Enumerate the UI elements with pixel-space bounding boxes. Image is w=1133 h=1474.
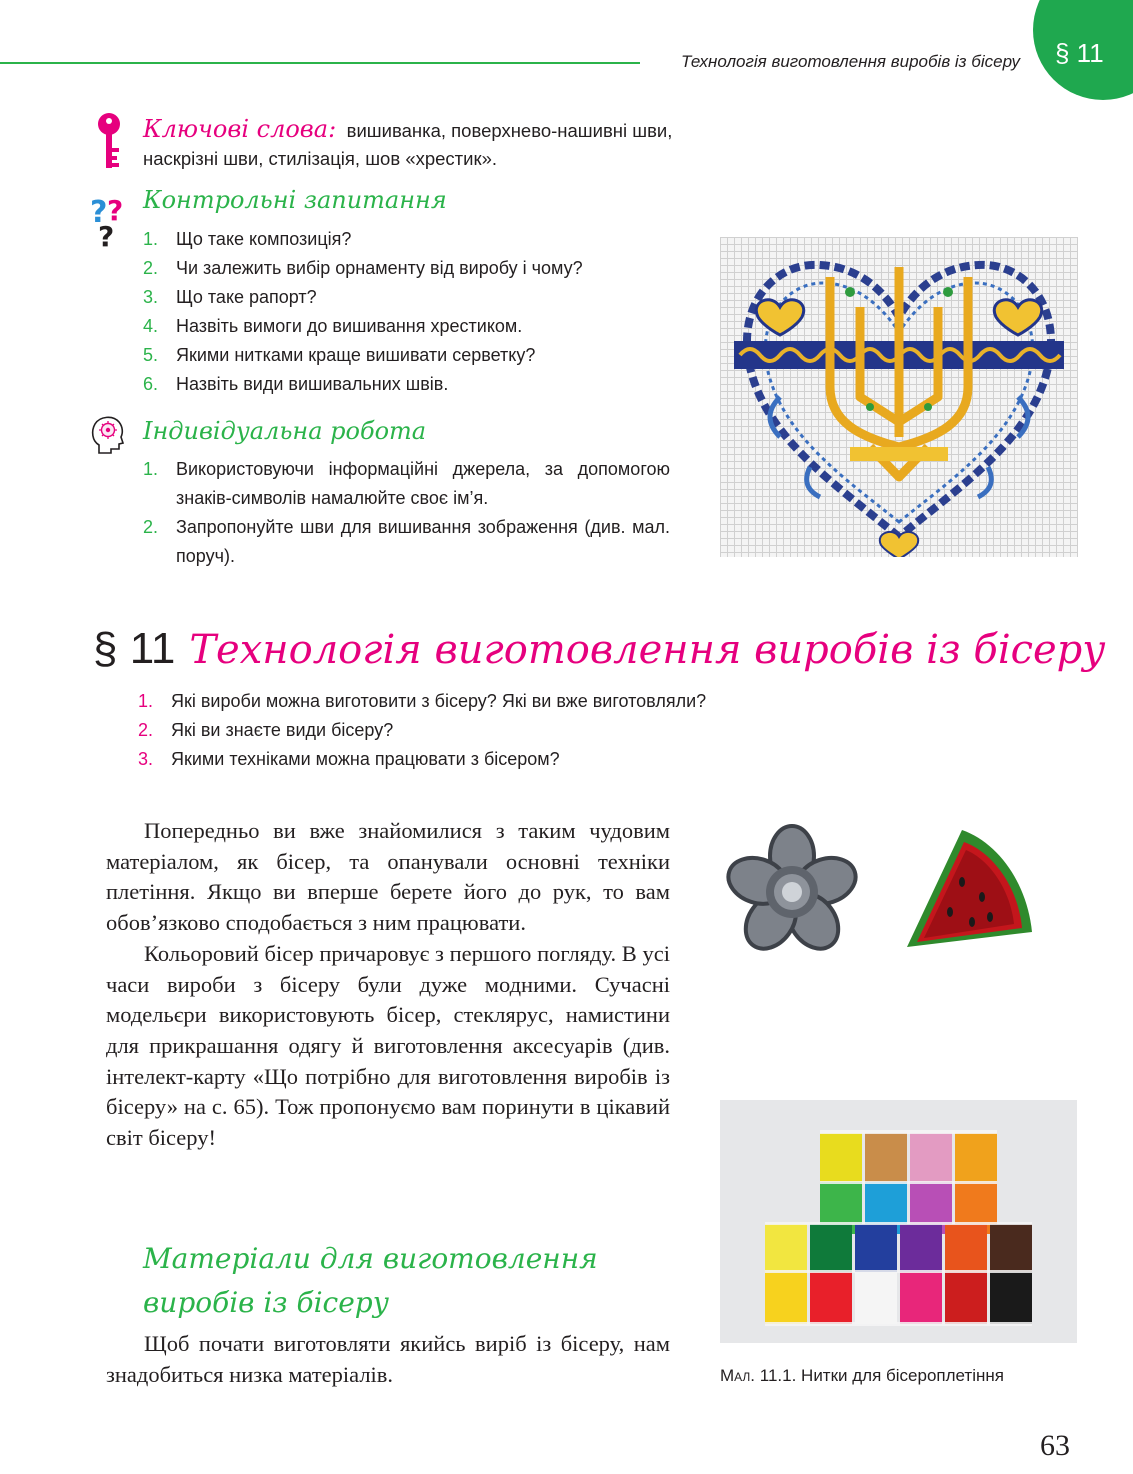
body-text-after <box>106 1328 670 1390</box>
control-questions-list <box>143 225 683 399</box>
keywords-text: вишиванка, поверхнево-нашивні шви, наскрізні шви, стилізація, шов «хрестик». <box>143 120 673 169</box>
list-item: 2. Які ви знаєте види бісеру? <box>138 720 394 740</box>
svg-text:?: ? <box>90 195 108 230</box>
individual-work-list <box>143 455 670 571</box>
list-item: 3. Що таке рапорт? <box>143 287 317 307</box>
list-item: 1. Використовуючи інформаційні джерела, за допомогою знаків-символів намалюйте своє ім’я. <box>143 459 670 508</box>
list-item: 1. Які вироби можна виготовити з бісеру? Які ви вже виготовляли? <box>138 691 707 711</box>
keywords-heading: Ключові слова: <box>143 115 337 143</box>
svg-text:?: ? <box>107 194 124 227</box>
list-item: 1. Що таке композиція? <box>143 229 352 249</box>
paragraph: Щоб почати виготовляти якийсь виріб із бісеру, нам знадобиться низка матеріалів. <box>106 1331 670 1387</box>
body-text <box>106 816 670 1154</box>
caption-text: 11.1. Нитки для бісероплетіння <box>759 1366 1004 1385</box>
list-item: 5. Якими нитками краще вишивати серветку? <box>143 345 536 365</box>
key-icon <box>94 112 124 170</box>
list-item: 2. Чи залежить вибір орнаменту від виробу і чому? <box>143 258 583 278</box>
beaded-brooches-image <box>722 822 1068 962</box>
materials-subheading: Матеріали для виготовлення виробів із бісеру <box>143 1242 598 1319</box>
running-title: Технологія виготовлення виробів із бісеру <box>681 52 1020 71</box>
section-title <box>93 624 1106 674</box>
question-marks-icon <box>90 190 130 250</box>
list-item: 3. Якими техніками можна працювати з бісером? <box>138 749 560 769</box>
intro-questions-list <box>138 687 858 774</box>
page-number: 63 <box>1040 1429 1070 1462</box>
svg-text:?: ? <box>98 220 115 250</box>
list-item: 2. Запропонуйте шви для вишивання зображення (див. мал. поруч). <box>143 517 670 566</box>
list-item: 6. Назвіть види вишивальних швів. <box>143 374 449 394</box>
list-item: 4. Назвіть вимоги до вишивання хрестиком. <box>143 316 523 336</box>
individual-work-heading: Індивідуальна робота <box>143 417 427 445</box>
section-title-text: Технологія виготовлення виробів із бісеру <box>189 627 1106 673</box>
header-rule <box>0 62 640 64</box>
keywords-block <box>143 115 683 173</box>
embroidery-trident-heart-image <box>720 237 1078 557</box>
control-questions-heading: Контрольні запитання <box>143 186 447 214</box>
figure-caption <box>720 1366 1004 1386</box>
brain-idea-icon <box>89 413 125 455</box>
bead-threads-spools-image <box>720 1100 1077 1343</box>
caption-prefix: Мал. <box>720 1366 756 1385</box>
section-tab-label: § 11 <box>1055 38 1104 68</box>
section-number: § 11 <box>93 624 176 673</box>
paragraph: Кольоровий бісер причаровує з першого погляду. В усі часи вироби з бісеру були дуже модними. Сучасні модельєри використовують бісер, стеклярус, намистини для прикрашання одягу й виготовлення аксесуарів (див. інтелект-карту «Що потрібно для виготовлення виробів із бісеру» на с. 65). Тож пропонуємо вам поринути в цікавий світ бісеру! <box>106 940 670 1151</box>
paragraph: Попередньо ви вже знайомилися з таким чудовим матеріалом, як бісер, та опанували основні техніки плетіння. Якщо ви вперше берете його до рук, то вам обов’язково сподобається з ним працювати. <box>106 818 670 936</box>
